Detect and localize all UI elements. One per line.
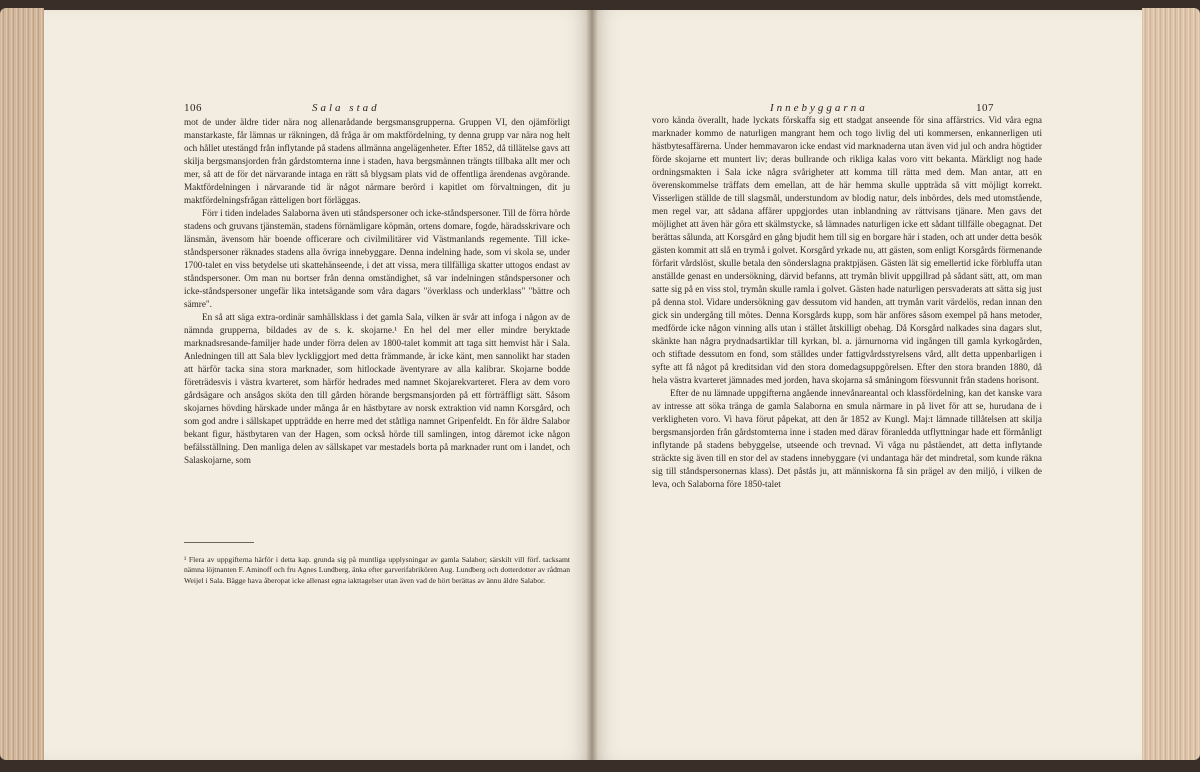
footnote-rule <box>184 542 254 543</box>
left-running-head: Sala stad <box>312 102 380 114</box>
book-gutter <box>586 10 598 760</box>
right-paragraph: voro kända överallt, hade lyckats förskaffa sig ett stadgat anseende för sina affärstrics. Vid våra egna marknader kommo de naturligen mangrant hem och togo livlig del uti kommersen, enkannerligen uti hästbytesaffärerna. Under hemmavaron icke endast vid marknaderna utan även vid jul och andra högtider förde skojarne ett muntert liv; deras bullrande och rikliga kalas voro vitt bekanta. Märkligt nog hade ordningsmakten i Sala icke några svårigheter att komma till rätta med dem. Man antar, att en överenskommelse träffats dem emellan, att de här hemma skulle uppträda så vitt möjligt korrekt. Visserligen ställde de till slagsmål, understundom av blodig natur, dels inbördes, dels med utomstående, men regel var, att sådana affärer uppgjordes utan inblandning av rättvisans tjänare. Men gavs det möjlighet att även här göra ett skälmstycke, så lämnades naturligen icke ett sådant tillfälle obegagnat. Det berättas sålunda, att Korsgård en gång bjudit hem till sig en borgare här i staden, och att under detta besök gästen kommit att slå en trymå i golvet. Korsgård yrkade nu, att gästen, som enligt Korsgårds förmenande förfarit vårdslöst, skulle betala den sönderslagna praktpjäsen. Gästen lät sig emellertid icke förbluffa utan anställde genast en undersökning, därvid befanns, att trymån blivit uppgillrad på sådant sätt, att, om man satte sig på en viss stol, trymån skulle ramla i golvet. Gästen hade naturligen persvaderats att sätta sig just på denna stol. Vidare undersökning gav dessutom vid handen, att trymån varit värdelös, redan innan den gick sin undergång till mötes. Denna Korsgårds kupp, som här anföres såsom exempel på hans metoder, medförde icke någon vinning alls utan i stället åtskilligt obehag. Då Korsgård nalkades sina dagars slut, skänkte han några prydnadsartiklar till kyrkan, bl. a. järnurnorna vid ingången till gamla kyrkogården, och stiftade dessutom en fond, som ställdes under fattigvårdsstyrelsens vård, allt detta uppenbarligen i syfte att få något på kreditsidan vid den stora domedagsuppgörelsen. Efter den stora branden 1880, då hela västra kvarteret jämnades med jorden, hava skojarna så småningom försvunnit från stadens horisont. <box>652 115 1042 385</box>
right-body-text <box>652 114 1042 491</box>
right-page <box>592 10 1142 760</box>
left-page-edges <box>0 8 44 760</box>
left-body-text <box>184 116 570 467</box>
left-paragraph: Förr i tiden indelades Salaborna även uti ståndspersoner och icke-ståndspersoner. Till de förra hörde stadens och gruvans tjänstemän, stadens förnämligare köpmän, ortens domare, fogde, häradsskrivare och länsmän, ävensom här boende officerare och civilmilitärer vid Västmanlands regemente. Till icke-ståndspersoner räknades stadens alla övriga innebyggare. Denna indelning hade, som vi skola se, under 1700-talet en viss betydelse uti skattehänseende, i det att vissa, mera tillfälliga skatter uttogos endast av ståndspersoner. Om man nu bortser från denna omständighet, så var indelningen ståndspersoner och icke-ståndspersoner ungefär lika intetsägande som våra dagars "överklass och underklass" "bättre och sämre". <box>184 208 570 309</box>
left-page <box>44 10 592 760</box>
right-page-edges <box>1142 8 1200 760</box>
right-page-number: 107 <box>976 102 994 114</box>
left-footnote: ¹ Flera av uppgifterna härför i detta kap. grunda sig på muntliga upplysningar av gamla Salabor; särskilt vill förf. tacksamt nämna löjtnanten F. Aminoff och fru Agnes Lundberg, änka efter garverifabrikören Aug. Lundberg och dotterdotter av rådman Weijel i Sala. Bägge hava åberopat icke allenast egna iakttagelser utan även vad de hört berättas av ännu äldre Salabor. <box>184 555 570 585</box>
right-running-head: Innebyggarna <box>770 102 868 114</box>
left-paragraph: mot de under äldre tider nära nog allenarådande bergsmansgrupperna. Gruppen VI, den ojämförligt manstarkaste, får lämnas ur räkningen, då fråga är om maktfördelning, ty denna grupp var nära nog helt och hållet utestängd från inflytande på stadens allmänna angelägenheter. Efter 1852, då tillätelse gavs att skilja bergsmansjorden från gårdstomterna inne i staden, hava bergsmännen trängts tillbaka allt mer och mer, så att de för det närvarande intaga en rätt så blygsam plats vid de offentliga ärendenas avgörande. Maktfördelningen i närvarande tid är något närmare berörd i kapitlet om förvaltningen, dit ju maktfördelningsfrågan rätteligen bort förläggas. <box>184 117 570 205</box>
left-paragraph: En så att säga extra-ordinär samhällsklass i det gamla Sala, vilken är svår att infoga i någon av de nämnda grupperna, bildades av de s. k. skojarne.¹ En hel del mer eller mindre beryktade marknadsresande-familjer hade under förra delen av 1800-talet kommit att taga sitt hemvist här i Sala. Anledningen till att Sala blev lyckliggjort med detta främmande, är icke känt, men sannolikt har staden att härför tacka sina stora marknader, som hitlockade äventyrare av alla kalibrar. Skojarne bodde företrädesvis i västra kvarteret, som härför hedrades med namnet Skojarekvarteret. Flera av dem voro gårdsägare och ansågos sköta den till gården hörande bergsmansjorden på ett förträffligt sätt. Såsom skojarnes hövding härskade under många år en hästbytare av norsk extraktion vid namn Korsgård, och som god andre i sällskapet uppträdde en herre med det ståtliga namnet Gripenfeldt. En för äldre Salabor bekant figur, hästbytaren van der Hagen, som också hörde till samlingen, intog däremot icke någon befälsställning. Den manliga delen av sällskapet var mestadels borta på marknader runt om i landet, och Salaskojarne, som <box>184 312 570 465</box>
left-page-number: 106 <box>184 102 202 114</box>
right-paragraph: Efter de nu lämnade uppgifterna angående innevånareantal och klassfördelning, kan det kanske vara av intresse att söka tränga de gamla Salaborna en smula närmare in på livet för att se, hurudana de i verkligheten voro. Vi hava förut påpekat, att den år 1852 av Kungl. Maj:t lämnade tillåtelsen att skilja bergsmansjorden från gårdstomterna inne i staden med därav föranledda utflyttningar hade ett förmånligt inflytande på stadens bebyggelse, utseende och trevnad. Vi våga nu påstäendet, att detta inflytande sträckte sig även till en stor del av stadens innebyggare (vi undantaga här det mindretal, som kunde räkna sig till ståndspersonernas klass). Det påstås ju, att människorna få sin prägel av den miljö, i vilken de leva, och Salaborna före 1850-talet <box>652 388 1042 489</box>
